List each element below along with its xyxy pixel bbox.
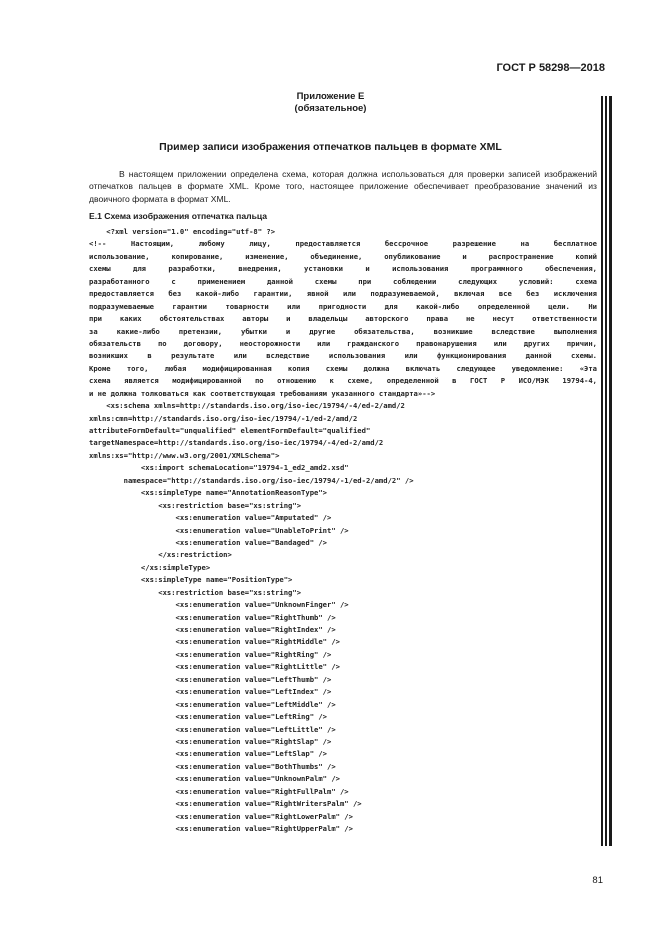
code-line: <xs:enumeration value="Bandaged" /> xyxy=(89,537,327,547)
code-line: схема является модифицированной по отношению к схеме, определенной в ГОСТ Р ИСО/МЭК 19794-4, xyxy=(89,376,597,386)
page-number: 81 xyxy=(592,875,603,886)
code-line: <!-- Настоящим, любому лицу, предоставляется бессрочное разрешение на бесплатное xyxy=(89,239,597,249)
code-line: разработанного с применением данной схемы при соблюдении следующих условий: схема xyxy=(89,276,597,286)
code-line: namespace="http://standards.iso.org/iso-iec/19794/-1/ed-2/amd/2" /> xyxy=(89,475,414,485)
code-line: предоставляется без какой-либо гарантии, явной или подразумеваемой, включая все без исключения xyxy=(89,289,597,299)
code-line: <xs:enumeration value="LeftIndex" /> xyxy=(89,687,332,697)
code-line: </xs:restriction> xyxy=(89,550,232,560)
intro-paragraph: В настоящем приложении определена схема, которая должна использоваться для проверки записей изображений отпечатков пальцев в формате XML. Кроме того, настоящее приложение обеспечивает преобразование значений из двоичного формата в формат XML. xyxy=(89,169,597,204)
code-line: <xs:enumeration value="RightRing" /> xyxy=(89,649,332,659)
code-line: <xs:enumeration value="BothThumbs" /> xyxy=(89,761,336,771)
code-line: <xs:enumeration value="LeftRing" /> xyxy=(89,712,327,722)
code-line: <xs:enumeration value="RightUpperPalm" /> xyxy=(89,824,353,833)
code-line: <xs:enumeration value="RightMiddle" /> xyxy=(89,637,340,647)
appendix-title: Пример записи изображения отпечатков пальцев в формате XML xyxy=(159,141,502,153)
code-line: и не должна толковаться как соответствующая требованиям указанного стандарта»--> xyxy=(89,388,436,398)
code-line: <xs:enumeration value="RightIndex" /> xyxy=(89,625,336,634)
code-line: использование, копирование, изменение, объединение, опубликование и распространение копий xyxy=(89,251,597,261)
code-line: <xs:enumeration value="LeftThumb" /> xyxy=(89,674,332,684)
xml-schema-listing xyxy=(89,226,597,835)
code-line: <xs:enumeration value="UnknownPalm" /> xyxy=(89,774,340,784)
change-marker-bar xyxy=(609,96,612,846)
code-line: при каких обстоятельствах авторы и владельцы авторского права не несут ответственности xyxy=(89,314,597,324)
code-line: возникших в результате или вследствие использования или функционирования данной схемы. xyxy=(89,351,597,361)
code-line: <xs:enumeration value="UnableToPrint" /> xyxy=(89,525,349,535)
code-line: <xs:enumeration value="LeftMiddle" /> xyxy=(89,699,336,709)
section-heading: Е.1 Схема изображения отпечатка пальца xyxy=(89,211,268,221)
appendix-status: (обязательное) xyxy=(294,103,367,114)
code-line: <xs:simpleType name="AnnotationReasonType"> xyxy=(89,488,327,498)
change-marker-bar xyxy=(601,96,603,846)
code-line: <xs:enumeration value="RightLittle" /> xyxy=(89,662,340,672)
code-line: <xs:enumeration value="Amputated" /> xyxy=(89,513,332,523)
code-line: attributeFormDefault="unqualified" elementFormDefault="qualified" xyxy=(89,426,371,435)
change-marker-bar xyxy=(605,96,607,846)
code-line: подразумеваемые гарантии товарности или пригодности для какой-либо определенной цели. Ни xyxy=(89,301,597,311)
code-line: targetNamespace=http://standards.iso.org/iso-iec/19794/-4/ed-2/amd/2 xyxy=(89,438,384,448)
code-line: <xs:schema xmlns=http://standards.iso.org/iso-iec/19794/-4/ed-2/amd/2 xyxy=(89,401,405,411)
code-line: <xs:enumeration value="LeftSlap" /> xyxy=(89,749,327,759)
code-line: за какие-либо претензии, убытки и другие обязательства, возникшие вследствие выполнения xyxy=(89,326,597,336)
code-line: <xs:enumeration value="RightFullPalm" /> xyxy=(89,786,349,796)
code-line: <xs:enumeration value="RightWritersPalm" /> xyxy=(89,799,362,809)
code-line: <xs:enumeration value="RightLowerPalm" /> xyxy=(89,811,353,821)
code-line: <xs:restriction base="xs:string"> xyxy=(89,587,302,597)
code-line: <xs:enumeration value="LeftLittle" /> xyxy=(89,724,336,734)
code-line: <xs:import schemaLocation="19794-1_ed2_amd2.xsd" xyxy=(89,463,349,473)
appendix-label: Приложение Е xyxy=(296,91,365,102)
code-line: <xs:enumeration value="RightThumb" /> xyxy=(89,612,336,622)
code-line: обязательств по договору, неосторожности или гражданского правонарушения или других причин, xyxy=(89,338,597,348)
code-line: схемы для разработки, внедрения, установки и использования программного обеспечения, xyxy=(89,264,597,274)
code-line: <xs:restriction base="xs:string"> xyxy=(89,500,302,510)
code-line: <?xml version="1.0" encoding="utf-8" ?> xyxy=(89,227,276,236)
code-line: xmlns:xs="http://www.w3.org/2001/XMLSchema"> xyxy=(89,450,280,460)
code-line: Кроме того, любая модифицированная копия схемы должна включать следующее уведомление: «Эта xyxy=(89,363,597,373)
code-line: xmlns:cmn=http://standards.iso.org/iso-iec/19794/-1/ed-2/amd/2 xyxy=(89,413,358,423)
code-line: <xs:simpleType name="PositionType"> xyxy=(89,575,293,585)
code-line: <xs:enumeration value="UnknownFinger" /> xyxy=(89,600,349,610)
code-line: <xs:enumeration value="RightSlap" /> xyxy=(89,736,332,746)
standard-header: ГОСТ Р 58298—2018 xyxy=(496,62,605,74)
code-line: </xs:simpleType> xyxy=(89,562,211,572)
